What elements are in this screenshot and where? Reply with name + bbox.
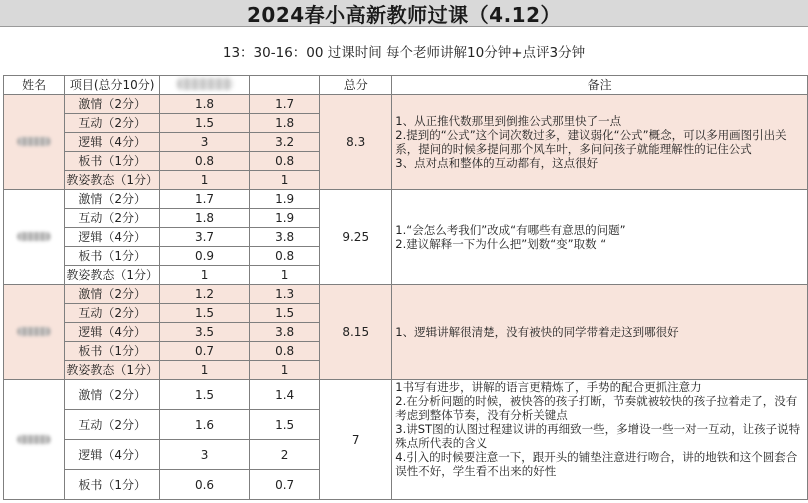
total-score-cell[interactable]: 8.15 (320, 285, 392, 380)
reviewer-1-score-cell[interactable]: 1.2 (159, 285, 249, 304)
score-item-cell[interactable]: 互动（2分） (65, 304, 160, 323)
score-item-cell[interactable]: 板书（1分） (65, 247, 160, 266)
total-score-cell[interactable]: 8.3 (320, 95, 392, 190)
score-item-cell[interactable]: 激情（2分） (65, 380, 160, 410)
remark-line: 3.讲ST图的认图过程建议讲的再细致一些，多增设一些一对一互动，让孩子说特殊点所代表的含义 (395, 422, 801, 450)
score-item-cell[interactable]: 板书（1分） (65, 342, 160, 361)
score-table (3, 75, 808, 500)
score-item-cell[interactable]: 激情（2分） (65, 285, 160, 304)
teacher-name-cell[interactable] (4, 380, 65, 500)
reviewer-2-score-cell[interactable]: 1.9 (250, 190, 320, 209)
redacted-name (17, 327, 51, 336)
score-item-cell[interactable]: 板书（1分） (65, 470, 160, 500)
score-item-cell[interactable]: 教姿教态（1分） (65, 171, 160, 190)
score-item-cell[interactable]: 激情（2分） (65, 95, 160, 114)
reviewer-2-score-cell[interactable]: 3.8 (250, 323, 320, 342)
reviewer-1-score-cell[interactable]: 0.8 (159, 152, 249, 171)
remark-line: 2.在分析问题的时候，被快答的孩子打断，节奏就被较快的孩子拉着走了，没有考虑到整体节奏，没有分析关键点 (395, 394, 798, 422)
reviewer-1-score-cell[interactable]: 1.5 (159, 114, 249, 133)
reviewer-2-score-cell[interactable]: 1.4 (250, 380, 320, 410)
score-item-cell[interactable]: 逻辑（4分） (65, 228, 160, 247)
score-item-cell[interactable]: 教姿教态（1分） (65, 361, 160, 380)
reviewer-1-score-cell[interactable]: 0.6 (159, 470, 249, 500)
table-row (4, 95, 808, 114)
reviewer-1-score-cell[interactable]: 3 (159, 440, 249, 470)
header-item[interactable]: 项目(总分10分) (65, 76, 160, 95)
redacted-name (17, 137, 51, 146)
reviewer-2-score-cell[interactable]: 1 (250, 171, 320, 190)
remarks-cell[interactable] (392, 190, 808, 285)
remark-line: 3、点对点和整体的互动都有，这点很好 (395, 156, 599, 170)
score-table-body (4, 95, 808, 500)
teacher-name-cell[interactable] (4, 95, 65, 190)
score-item-cell[interactable]: 逻辑（4分） (65, 440, 160, 470)
score-item-cell[interactable]: 互动（2分） (65, 209, 160, 228)
redacted-name (17, 435, 51, 444)
reviewer-2-score-cell[interactable]: 0.8 (250, 247, 320, 266)
reviewer-1-score-cell[interactable]: 1.6 (159, 410, 249, 440)
score-item-cell[interactable]: 逻辑（4分） (65, 133, 160, 152)
remark-line: 1书写有进步，讲解的语言更精炼了，手势的配合更抓注意力 (395, 380, 702, 394)
reviewer-2-score-cell[interactable]: 1.5 (250, 304, 320, 323)
reviewer-2-score-cell[interactable]: 0.8 (250, 342, 320, 361)
header-note[interactable]: 备注 (392, 76, 808, 95)
table-row (4, 380, 808, 410)
remark-line: 1、从正推代数那里到倒推公式那里快了一点 (395, 114, 622, 128)
header-name[interactable]: 姓名 (4, 76, 65, 95)
remark-line: 1、逻辑讲解很清楚，没有被快的同学带着走这到哪很好 (395, 325, 679, 339)
redacted-reviewer-name (177, 78, 233, 90)
reviewer-1-score-cell[interactable]: 0.9 (159, 247, 249, 266)
teacher-name-cell[interactable] (4, 285, 65, 380)
remarks-cell[interactable] (392, 285, 808, 380)
reviewer-1-score-cell[interactable]: 0.7 (159, 342, 249, 361)
reviewer-1-score-cell[interactable]: 1.8 (159, 95, 249, 114)
reviewer-2-score-cell[interactable]: 3.8 (250, 228, 320, 247)
reviewer-1-score-cell[interactable]: 1 (159, 171, 249, 190)
total-score-cell[interactable]: 7 (320, 380, 392, 500)
reviewer-1-score-cell[interactable]: 3.7 (159, 228, 249, 247)
reviewer-1-score-cell[interactable]: 1.7 (159, 190, 249, 209)
remark-line: 2.建议解释一下为什么把”划数“变”取数 “ (395, 237, 607, 251)
remarks-cell[interactable] (392, 95, 808, 190)
table-row (4, 285, 808, 304)
score-item-cell[interactable]: 互动（2分） (65, 114, 160, 133)
score-item-cell[interactable]: 逻辑（4分） (65, 323, 160, 342)
header-reviewer-2[interactable] (250, 76, 320, 95)
reviewer-2-score-cell[interactable]: 1.3 (250, 285, 320, 304)
reviewer-2-score-cell[interactable]: 3.2 (250, 133, 320, 152)
header-total[interactable]: 总分 (320, 76, 392, 95)
reviewer-1-score-cell[interactable]: 3.5 (159, 323, 249, 342)
remark-line: 4.引入的时候要注意一下，跟开头的铺垫注意进行吻合，讲的地铁和这个圆套合误性不好，学生看不出来的好性 (395, 450, 798, 478)
reviewer-1-score-cell[interactable]: 1.8 (159, 209, 249, 228)
reviewer-1-score-cell[interactable]: 1 (159, 266, 249, 285)
reviewer-2-score-cell[interactable]: 1 (250, 266, 320, 285)
redacted-name (17, 232, 51, 241)
reviewer-2-score-cell[interactable]: 1 (250, 361, 320, 380)
reviewer-2-score-cell[interactable]: 1.7 (250, 95, 320, 114)
reviewer-1-score-cell[interactable]: 3 (159, 133, 249, 152)
table-row (4, 190, 808, 209)
reviewer-2-score-cell[interactable]: 1.9 (250, 209, 320, 228)
schedule-subtitle: 13：30-16：00 过课时间 每个老师讲解10分钟+点评3分钟 (222, 45, 586, 61)
reviewer-1-score-cell[interactable]: 1.5 (159, 304, 249, 323)
sheet-title: 2024春小高新教师过课（4.12） (0, 0, 808, 27)
score-item-cell[interactable]: 教姿教态（1分） (65, 266, 160, 285)
score-item-cell[interactable]: 互动（2分） (65, 410, 160, 440)
reviewer-2-score-cell[interactable]: 0.7 (250, 470, 320, 500)
reviewer-1-score-cell[interactable]: 1.5 (159, 380, 249, 410)
reviewer-2-score-cell[interactable]: 1.5 (250, 410, 320, 440)
score-item-cell[interactable]: 激情（2分） (65, 190, 160, 209)
remark-line: 2.提到的“公式”这个词次数过多，建议弱化“公式”概念，可以多用画图引出关系，提问的时候多提问那个风车叶，多问问孩子就能理解性的记住公式 (395, 128, 787, 156)
score-item-cell[interactable]: 板书（1分） (65, 152, 160, 171)
reviewer-2-score-cell[interactable]: 1.8 (250, 114, 320, 133)
remark-line: 1.“会怎么考我们”改成“有哪些有意思的问题” (395, 223, 626, 237)
teacher-name-cell[interactable] (4, 190, 65, 285)
remarks-cell[interactable] (392, 380, 808, 500)
reviewer-2-score-cell[interactable]: 0.8 (250, 152, 320, 171)
header-reviewer-1[interactable] (159, 76, 249, 95)
reviewer-1-score-cell[interactable]: 1 (159, 361, 249, 380)
reviewer-2-score-cell[interactable]: 2 (250, 440, 320, 470)
total-score-cell[interactable]: 9.25 (320, 190, 392, 285)
